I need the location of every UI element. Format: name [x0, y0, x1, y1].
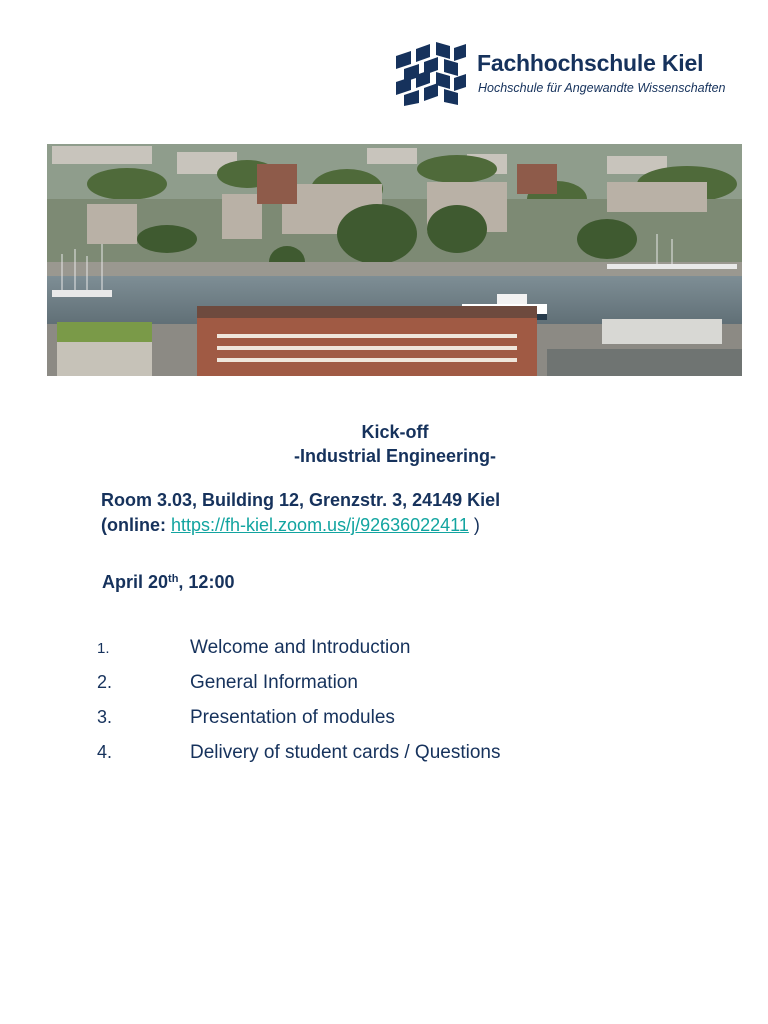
- event-time: , 12:00: [178, 572, 235, 592]
- agenda-number: 3.: [97, 707, 113, 727]
- agenda-number: 4.: [97, 742, 113, 762]
- date-ordinal-suffix: th: [168, 573, 179, 585]
- campus-harbour-photo: [47, 144, 742, 376]
- agenda-text: Delivery of student cards / Questions: [190, 742, 501, 763]
- date-main: April 20: [102, 572, 169, 592]
- event-title: Kick-off: [361, 422, 429, 442]
- agenda-text: Welcome and Introduction: [190, 637, 411, 658]
- agenda-item: [97, 637, 697, 663]
- agenda-text: Presentation of modules: [190, 707, 395, 728]
- logo-name: Fachhochschule Kiel: [477, 50, 704, 76]
- online-prefix: (online:: [101, 515, 171, 535]
- agenda-item: [97, 742, 697, 768]
- agenda-number: 1.: [97, 640, 110, 657]
- agenda-number: 2.: [97, 672, 113, 692]
- event-location: Room 3.03, Building 12, Grenzstr. 3, 24149 Kiel: [101, 490, 501, 510]
- logo-subtitle: Hochschule für Angewandte Wissenschaften: [478, 81, 726, 95]
- zoom-meeting-link[interactable]: https://fh-kiel.zoom.us/j/92636022411: [171, 515, 469, 535]
- event-subtitle: -Industrial Engineering-: [293, 446, 496, 466]
- online-meeting-line: [101, 515, 480, 536]
- online-suffix: ): [468, 515, 480, 535]
- agenda-item: [97, 672, 697, 698]
- agenda-item: [97, 707, 697, 733]
- university-logo: [396, 42, 736, 108]
- agenda-text: General Information: [190, 672, 358, 693]
- event-date: [102, 572, 234, 593]
- checkerboard-logo-icon: [396, 42, 466, 106]
